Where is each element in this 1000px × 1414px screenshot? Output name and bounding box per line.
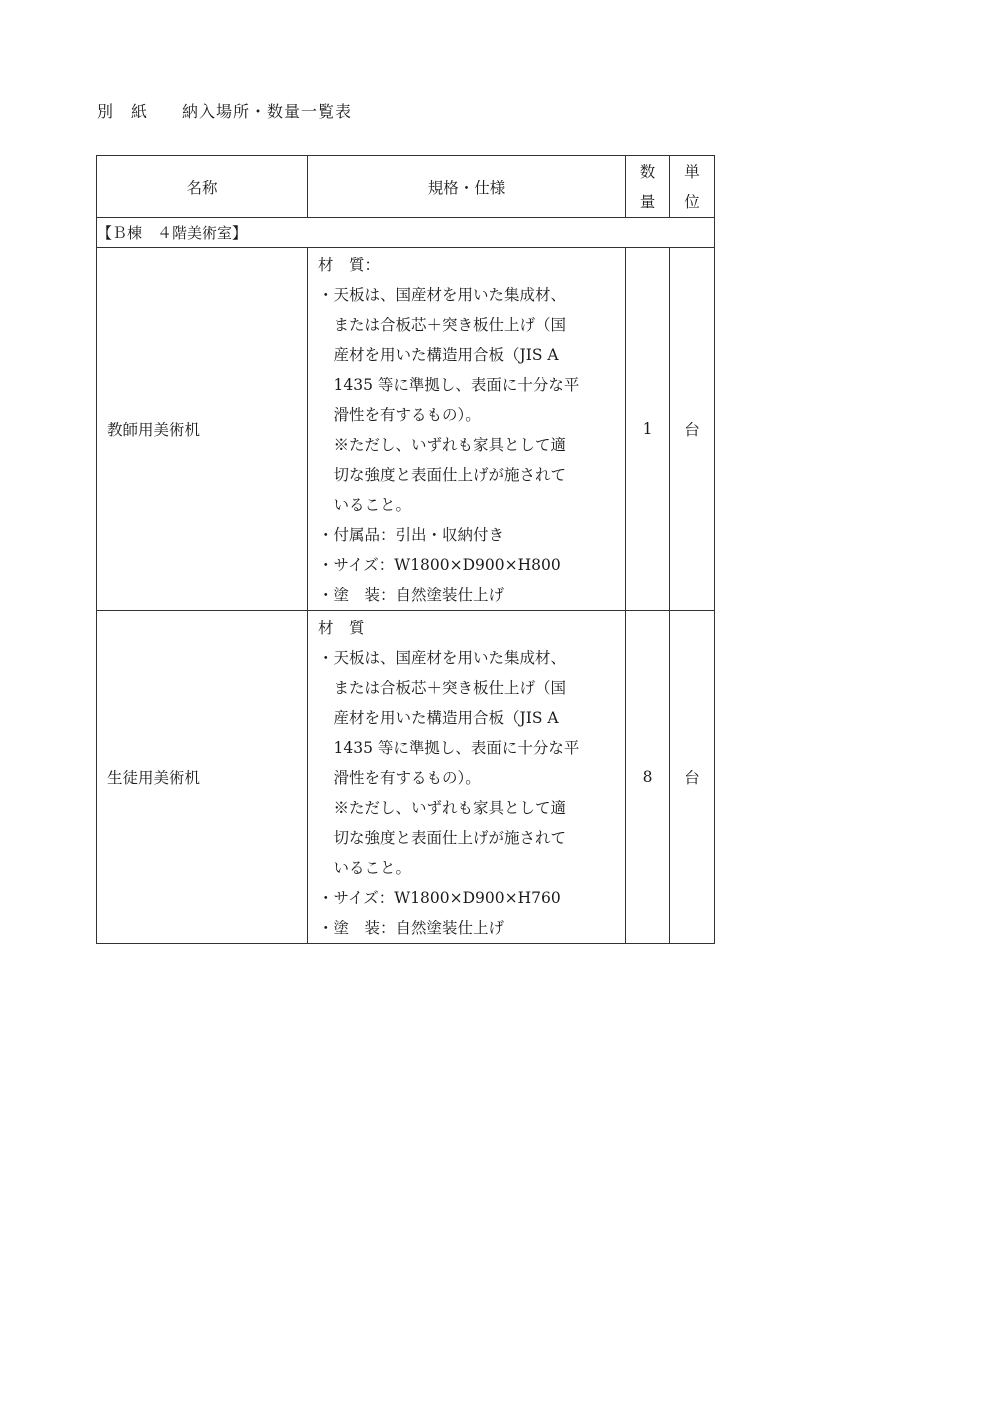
spec-line: ※ただし、いずれも家具として適 [318, 799, 567, 817]
spec-line: ・サイズ：W1800×D900×H800 [318, 556, 561, 574]
table-row [97, 611, 715, 944]
item-qty: 1 [626, 248, 670, 611]
header-spec: 規格・仕様 [308, 156, 626, 218]
header-name: 名称 [97, 156, 308, 218]
spec-line: ・サイズ：W1800×D900×H760 [318, 889, 561, 907]
spec-line: ・塗 装：自然塗装仕上げ [318, 919, 505, 937]
header-unit [670, 156, 715, 218]
item-unit: 台 [670, 248, 715, 611]
spec-line: ・塗 装：自然塗装仕上げ [318, 586, 505, 604]
header-qty-label: 数量 [639, 162, 656, 211]
spec-line: 滑性を有するもの）。 [318, 406, 481, 424]
spec-line: 切な強度と表面仕上げが施されて [318, 829, 567, 847]
item-name: 生徒用美術机 [97, 611, 308, 944]
spec-line: ・付属品：引出・収納付き [318, 526, 505, 544]
spec-line: ・天板は、国産材を用いた集成材、 [318, 649, 567, 667]
spec-line: ※ただし、いずれも家具として適 [318, 436, 567, 454]
spec-line: 1435 等に準拠し、表面に十分な平 [318, 739, 580, 757]
spec-line: 1435 等に準拠し、表面に十分な平 [318, 376, 580, 394]
table-row [97, 248, 715, 611]
item-spec [308, 248, 626, 611]
item-unit: 台 [670, 611, 715, 944]
header-qty [626, 156, 670, 218]
item-name: 教師用美術机 [97, 248, 308, 611]
item-spec [308, 611, 626, 944]
section-row [97, 218, 715, 248]
spec-line: または合板芯＋突き板仕上げ（国 [318, 679, 567, 697]
spec-line: 産材を用いた構造用合板（JIS A [318, 709, 559, 727]
table-header-row [97, 156, 715, 218]
section-label: 【Ｂ棟 ４階美術室】 [97, 218, 715, 248]
spec-line: 滑性を有するもの）。 [318, 769, 481, 787]
document-title: 別 紙 納入場所・数量一覧表 [97, 102, 353, 121]
delivery-quantity-table [96, 155, 715, 944]
spec-line: いること。 [318, 859, 412, 877]
spec-line: 材 質 [318, 619, 365, 637]
spec-line: 材 質： [318, 256, 381, 274]
header-unit-label: 単位 [684, 162, 700, 211]
item-qty: 8 [626, 611, 670, 944]
spec-line: いること。 [318, 496, 412, 514]
spec-line: 産材を用いた構造用合板（JIS A [318, 346, 559, 364]
spec-line: または合板芯＋突き板仕上げ（国 [318, 316, 567, 334]
spec-line: 切な強度と表面仕上げが施されて [318, 466, 567, 484]
spec-line: ・天板は、国産材を用いた集成材、 [318, 286, 567, 304]
